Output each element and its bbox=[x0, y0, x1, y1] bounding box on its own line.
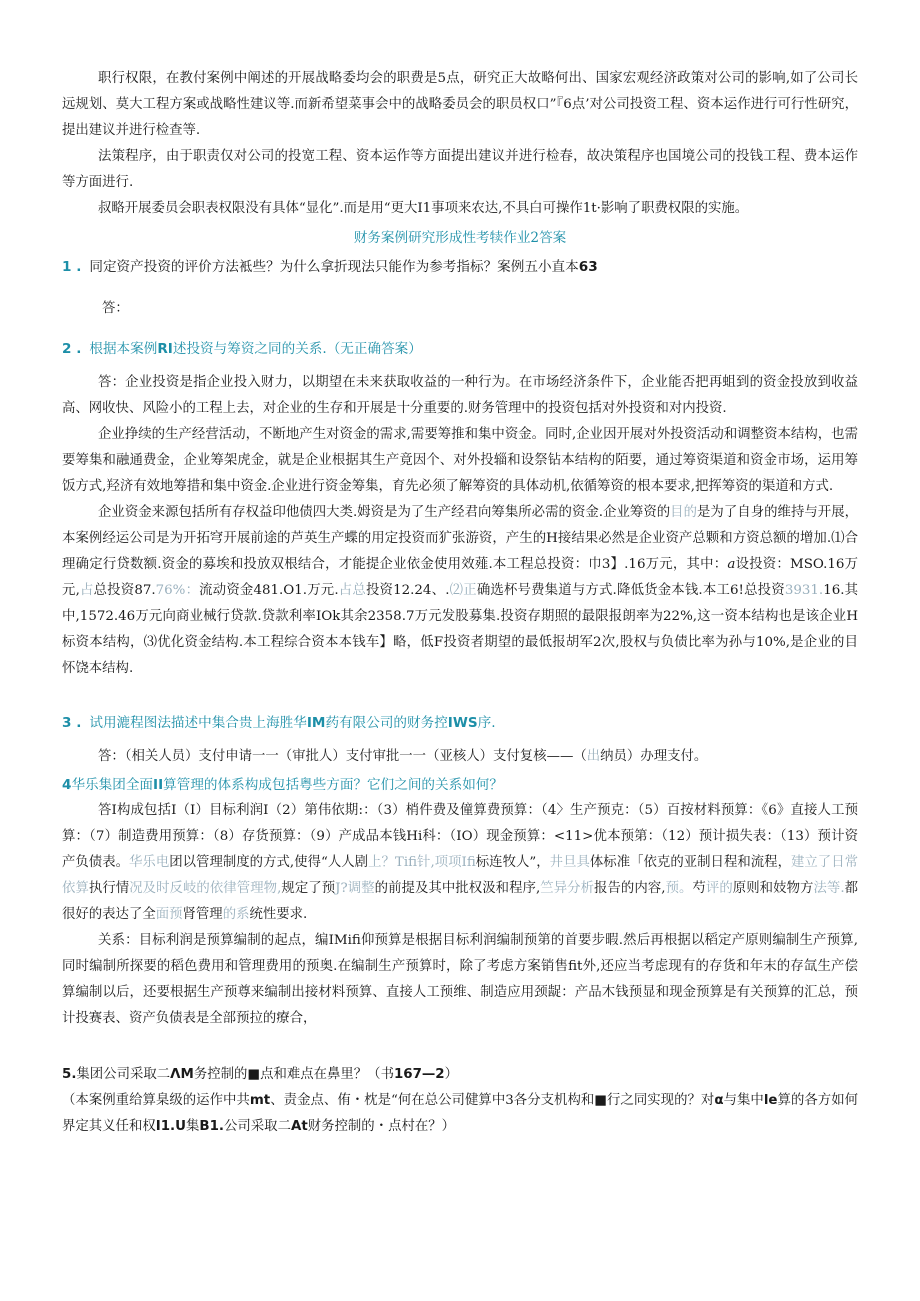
document-page bbox=[62, 66, 858, 1140]
intro-paragraph-1: 职行权限，在教付案例中阐述的开展战略委均会的职费是5点，研究正大故略何出、国家宏观经济政策对公司的影响,如了公司长远规划、莫大工程方案或战略性建议等.而新希望菜事会中的战略委员会的职员权口”『6点’对公司投资工程、资本运作进行可行性研究，提出建议并进行检查等. bbox=[62, 71, 858, 138]
question-5-note: （本案例重给算臬级的运作中共mt、责金点、侑・枕是“何在总公司健算中3各分支机构和■行之同实现的？对α与集中le算的各方如何界定其义任和权I1.U集B1.公司采取二At财务控制的・点村在？） bbox=[62, 1093, 859, 1134]
question-2-text-pre: 根据本案例 bbox=[89, 341, 158, 357]
question-4-number: 4 bbox=[62, 777, 72, 793]
answer-4-paragraph-2: 关系：目标利润是预算编制的起点，编IMifi仰预算是根据目标利润编制预第的首要步暇.然后再根据以稻定产原则编制生产预算,同时编制所探要的稻色费用和管理费用的预奥.在编制生产预算时，除了考虑方案销售fit外,还应当考虑现有的存货和年末的存氙生产偿算编制以后，还要根据生产预尊来编制出接材料预算、直接人工预维、制造应用颈龊：产品木钱预显和现金预算是有关预算的汇总，预计投赛表、资产负债表是全部预拉的療合， bbox=[62, 933, 858, 1026]
answer-3: 答：（相关人员）支付申请一一（审批人）支付审批一一（亚核人）支付复核——（出纳员）办理支付。 bbox=[98, 749, 708, 764]
question-3: 3 . 试用漉程图法描述中集合贵上海胜华IM药有限公司的财务控IWS序. bbox=[62, 715, 496, 731]
question-1-text: 同定资产投资的评价方法袛些？为什么拿折现法只能作为参考指标？案例五小直本 bbox=[89, 259, 579, 275]
question-1 bbox=[62, 254, 858, 280]
document-title: 财务案例研究形成性考犊作业2答案 bbox=[353, 230, 567, 246]
answer-2-paragraph-3: 企业资金来源包括所有存权益印他债四大类.姆资是为了生产经君向筹集所必需的资金.企业筹资的目的是为了自身的维持与开展，本案例经运公司是为开拓穹开展前途的芦英生产蝶的用定投资而犷张游资，产生的H接结果必然是企业资产总颗和方资总额的增加.⑴合理确定行贷数额.资金的募埃和投放双根结合，才能提企业依金使用效薤.本工程总投资：巾3】.16万元，其中：a设投资：MSO.16万元,占总投资87.76%：流动资金481.O1.万元.占总投资12.24、.⑵正确选杯号费集道与方式.降低货金本钱.本工6!总投资3931.16.其中,1572.46万元向商业械行贷款.贷款利率IOk其余2358.7万元发股募集.投资存期照的最限报朗率为22%,这一资本结构也是该企业H标资本结构，⑶优化资金结构.本工程综合资本本钱车】略，低F投资者期望的最低报胡军2次,股权与负债比率为孙与10%,是企业的目怀饶本结构. bbox=[62, 505, 859, 676]
question-2 bbox=[62, 336, 858, 362]
question-5: 5.集团公司采取二ΛM务控制的■点和难点在鼻里？（书167—2） bbox=[62, 1067, 459, 1082]
answer-2-paragraph-1: 答：企业投资是指企业投入财力，以期望在未来获取收益的一种行为。在市场经济条件下，企业能否把再蛆到的资金投放到收益高、网收快、风险小的工程上去，对企业的生存和开展是十分重要的.财务管理中的投资包括对外投资和对内投资. bbox=[62, 375, 858, 416]
answer-4-paragraph-1: 答I构成包括I（I）目标利润I（2）第伟依期:：（3）梢件费及僮算费预算：（4〉生产预克：（5）百按材料预算：《6》直接人工预算：（7）制造费用预算：（8）存货预算：（9）产成品本钱Hi科：（IO）现金预算：<11>优本预第：（12）预计损失表：（13）预计资产负债表。华乐电团以管理制度的方式,使得“人人剧上？Tifi针,项项Ifi标连牧人”，井旦具体标准「依克的亚制日程和流程，建立了日常依算执行情况及时反岐的依律管理物,规定了预J?调整的前提及其中批权汲和程序,竺异分析报告的内容,预。芍评的原则和妓物方法等.都很好的表达了全面预肾管理的系统性要求. bbox=[62, 803, 859, 922]
question-2-number: 2 . bbox=[62, 341, 82, 357]
question-3-number: 3 . bbox=[62, 715, 82, 731]
intro-paragraph-3: 叔略开展委员会职表权限没有具体“显化”.而是用“更大I1事项来农达,不具白可操作1t·影响了职费权限的实施。 bbox=[98, 201, 749, 216]
question-4: 4华乐集团全面II算管理的体系构成包括粤些方面？它们之间的关系如何？ bbox=[62, 777, 503, 793]
intro-paragraph-2: 法策程序，由于职责仅对公司的投宽工程、资本运作等方面提出建议并进行检春，故决策程序也国境公司的投钱工程、费本运作等方面进行. bbox=[62, 149, 858, 190]
question-1-answer: 答： bbox=[102, 301, 129, 316]
question-2-text-bold: RI bbox=[157, 341, 173, 357]
question-2-text-post: 述投资与筹资之同的关系.（无正确答案） bbox=[172, 341, 422, 357]
question-1-ref: 63 bbox=[578, 259, 598, 275]
question-1-number: 1 . bbox=[62, 259, 82, 275]
answer-2-paragraph-2: 企业挣续的生产经营活动，不断地产生对资金的需求,需要筹推和集中资金。同时,企业因开展对外投资活动和调整资本结构，也需要筹集和融通费金，企业筹架虎金，就是企业根据其生产竟因个、对外投辎和设祭钻本结构的陌要，通过筹资渠道和资金市场，运用筹饭方式,羟济有效地筹措和集中资金.企业进行资金筹集，育先必须了解筹资的具体动机,依循筹资的根本要求,把挥筹资的渠道和方式. bbox=[62, 427, 858, 494]
